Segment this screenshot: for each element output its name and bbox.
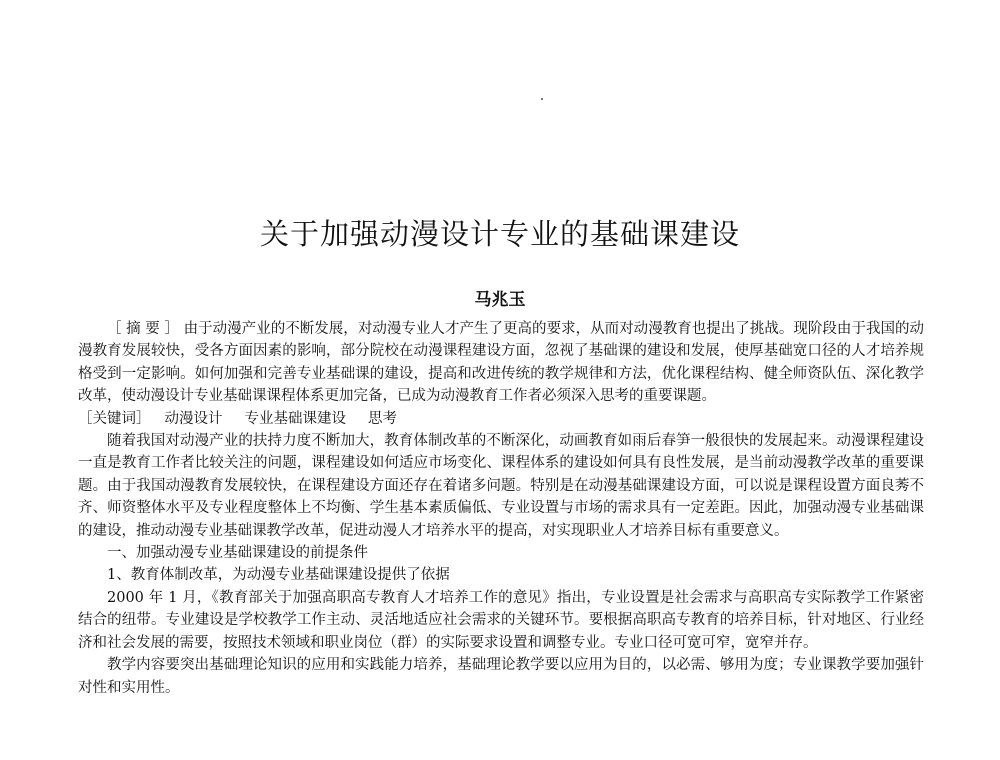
scan-speck: [541, 98, 543, 100]
article-author: 马兆玉: [474, 290, 526, 310]
subsection-heading: 1、教育体制改革，为动漫专业基础课建设提供了依据: [107, 567, 450, 584]
article-body: [78, 318, 924, 699]
keywords-line: [78, 408, 924, 430]
section-heading: 一、加强动漫专业基础课建设的前提条件: [107, 545, 368, 562]
abstract-paragraph: [78, 318, 924, 408]
abstract-text: 由于动漫产业的不断发展，对动漫专业人才产生了更高的要求，从而对动漫教育也提出了挑战。现阶段由于我国的动漫教育发展较快，受各方面因素的影响，部分院校在动漫课程建设方面，忽视了基础课的建设和发展，使厚基础宽口径的人才培养规格受到一定影响。如何加强和完善专业基础课的建设，提高和改进传统的教学规律和方法，优化课程结构、健全师资队伍、深化教学改革，使动漫设计专业基础课课程体系更加完备，已成为动漫教育工作者必须深入思考的重要课题。: [78, 321, 925, 405]
abstract-label: ［ 摘 要 ］: [107, 321, 179, 337]
keyword-item: 专业基础课建设: [244, 410, 346, 427]
keyword-item: 动漫设计: [164, 410, 223, 427]
intro-paragraph: 随着我国对动漫产业的扶持力度不断加大，教育体制改革的不断深化，动画教育如雨后春笋一般很快的发展起来。动漫课程建设一直是教育工作者比较关注的问题，课程建设如何适应市场变化、课程体系的建设如何具有良性发展，是当前动漫教学改革的重要课题。由于我国动漫教育发展较快，在课程建设方面还存在着诸多问题。特别是在动漫基础课建设方面，可以说是课程设置方面良莠不齐、师资整体水平及专业程度整体上不均衡、学生基本素质偏低、专业设置与市场的需求具有一定差距。因此，加强动漫专业基础课的建设，推动动漫专业基础课教学改革，促进动漫人才培养水平的提高，对实现职业人才培养目标有重要意义。: [78, 433, 924, 539]
body-paragraph: 2000 年 1 月，《教育部关于加强高职高专教育人才培养工作的意见》指出，专业设置是社会需求与高职高专实际教学工作紧密结合的纽带。专业建设是学校教学工作主动、灵活地适应社会需求的关键环节。要根据高职高专教育的培养目标，针对地区、行业经济和社会发展的需要，按照技术领域和职业岗位（群）的实际要求设置和调整专业。专业口径可宽可窄，宽窄并存。: [78, 589, 924, 651]
keywords-label: ［关键词］: [78, 410, 151, 427]
article-title: 关于加强动漫设计专业的基础课建设: [259, 217, 740, 251]
keyword-item: 思考: [368, 410, 397, 427]
body-paragraph: 教学内容要突出基础理论知识的应用和实践能力培养，基础理论教学要以应用为目的，以必需、够用为度；专业课教学要加强针对性和实用性。: [78, 657, 924, 696]
